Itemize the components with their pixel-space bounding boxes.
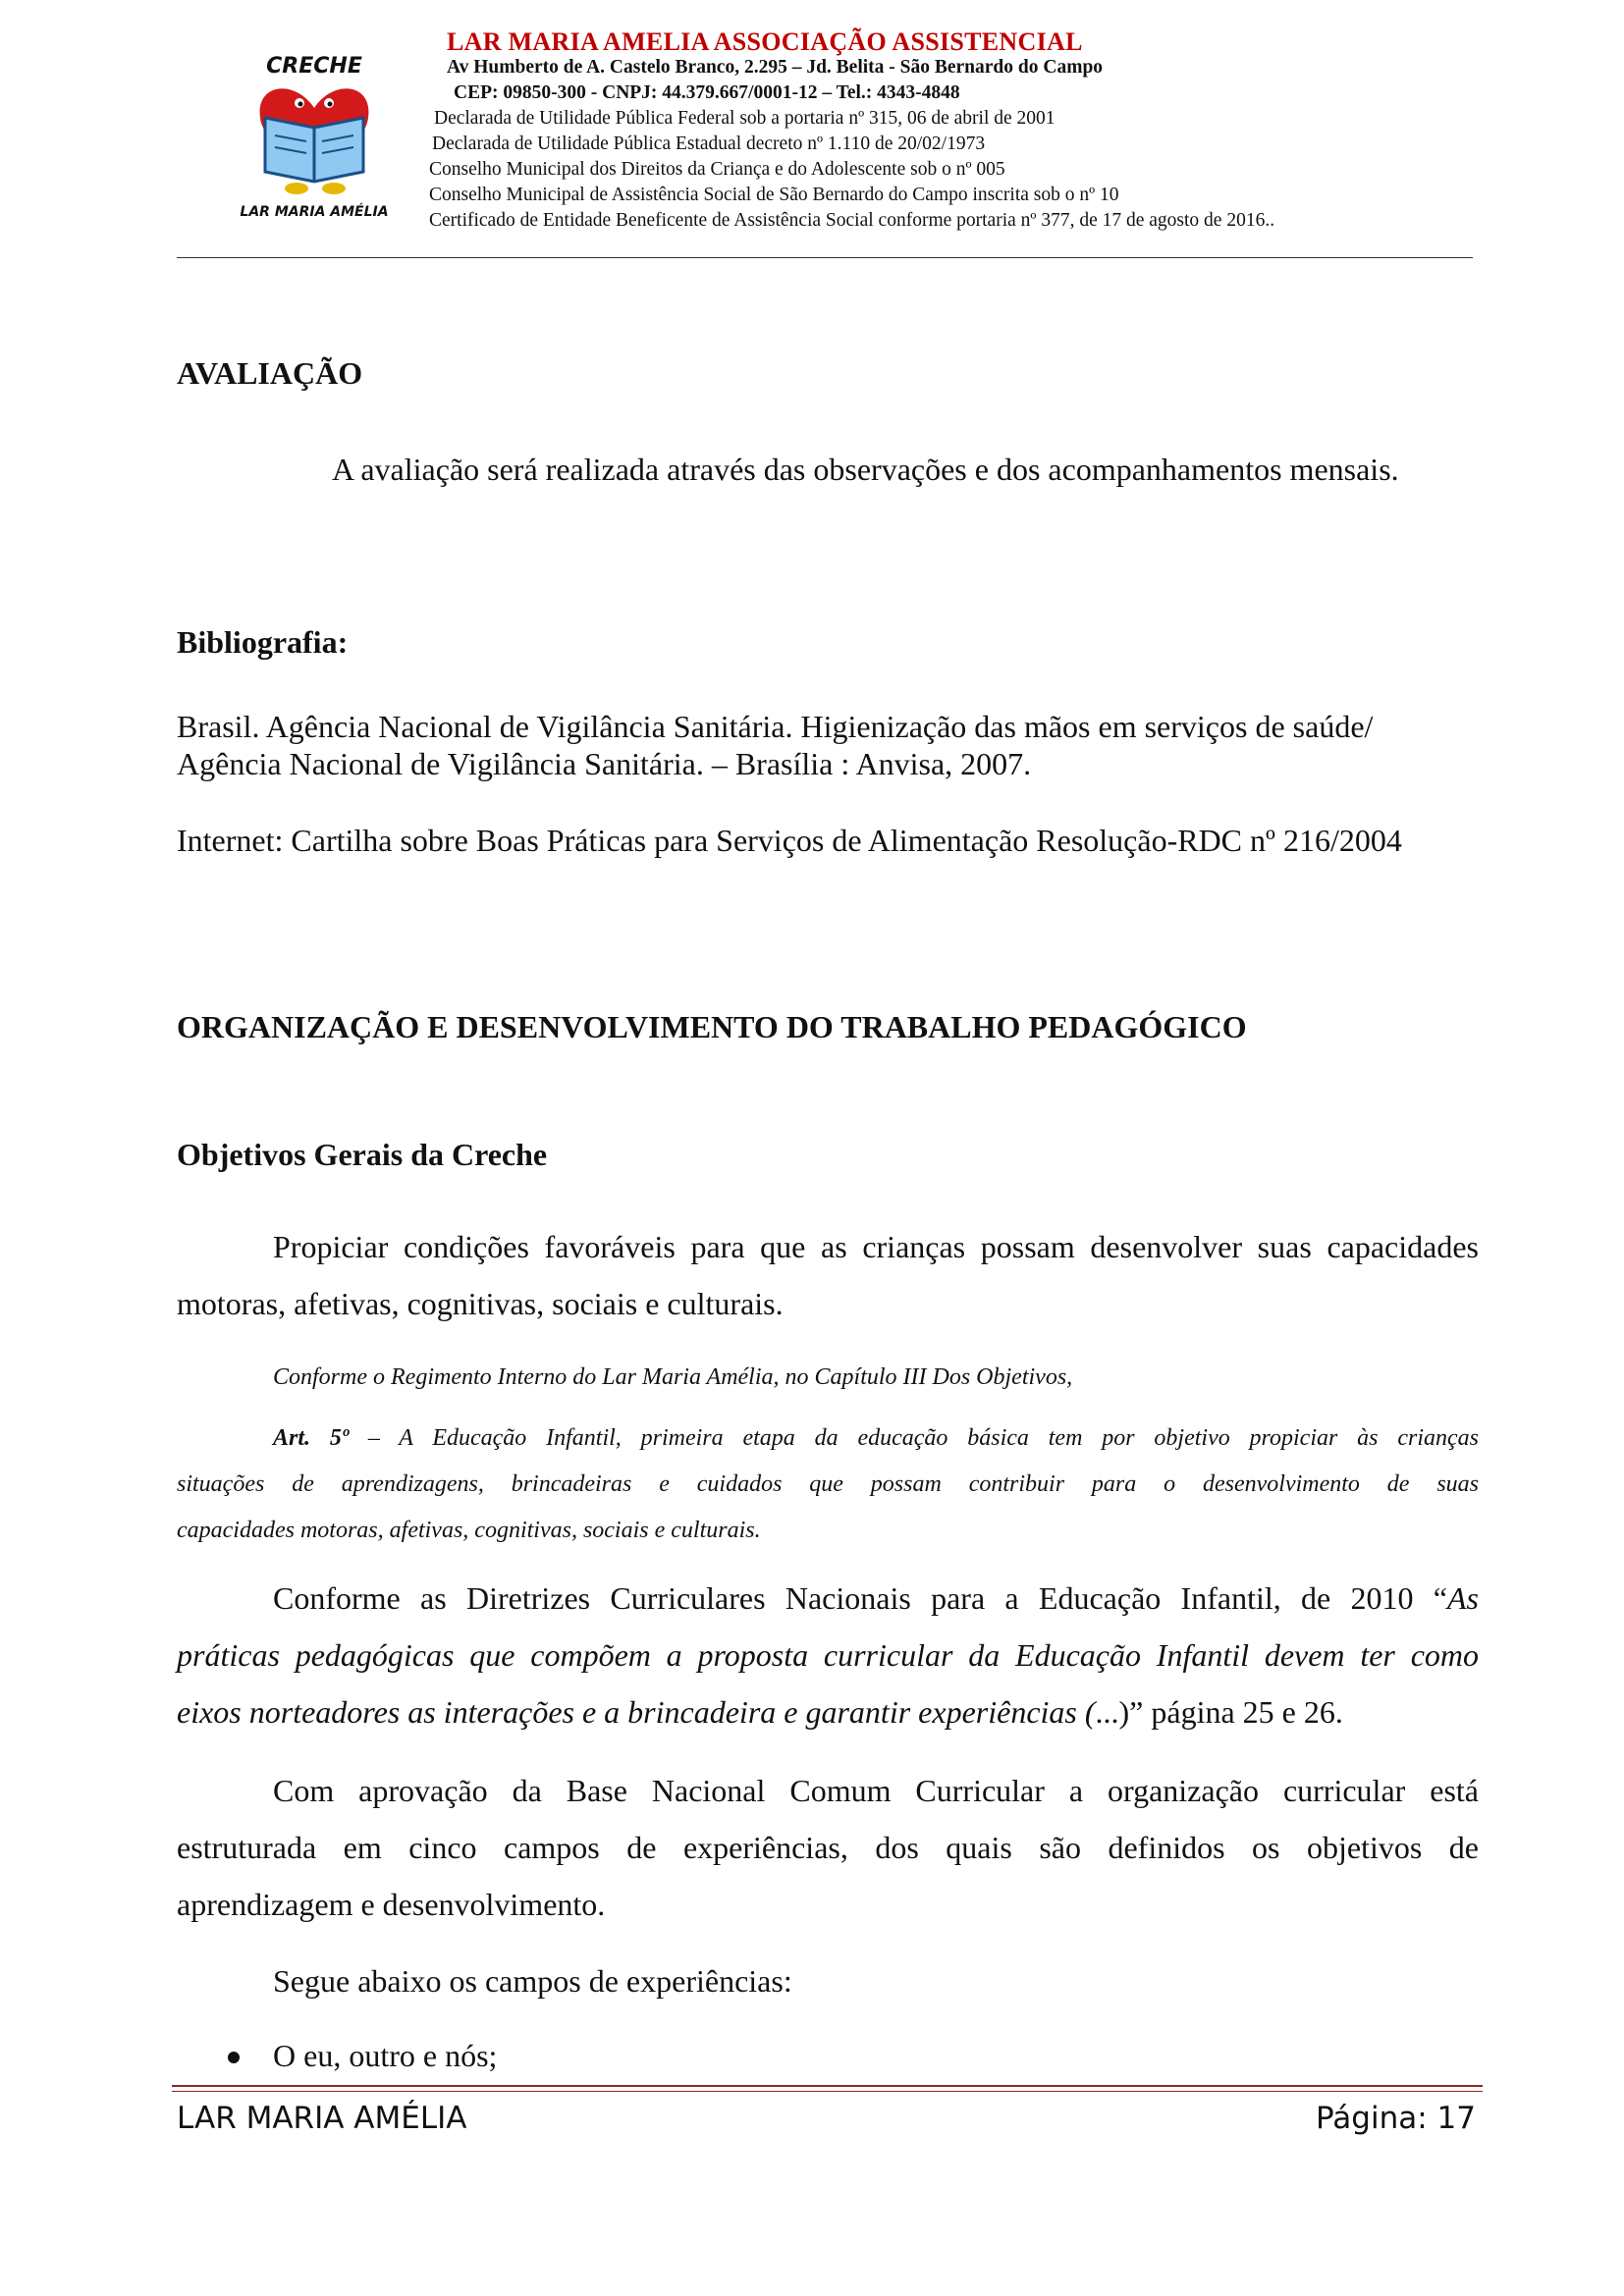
footer-divider (172, 2085, 1483, 2087)
art-label: Art. 5º (273, 1425, 350, 1451)
list-item: O eu, outro e nós; (273, 2038, 498, 2073)
header-line: Conselho Municipal de Assistência Social de São Bernardo do Campo inscrita sob o nº 10 (429, 185, 1119, 205)
bncc-paragraph: Com aprovação da Base Nacional Comum Curricular a organização curricular está (273, 1773, 1479, 1808)
footer-page-number: Página: 17 (1316, 2101, 1476, 2136)
dcn-paragraph (273, 1580, 1479, 1617)
header-line: Conselho Municipal dos Direitos da Criança e do Adolescente sob o nº 005 (429, 159, 1005, 180)
dcn-quote: As (1447, 1580, 1479, 1616)
header-line: Certificado de Entidade Beneficente de Assistência Social conforme portaria nº 377, de 17 de agosto de 2016.. (429, 210, 1275, 231)
dcn-paragraph: práticas pedagógicas que compõem a proposta curricular da Educação Infantil devem ter como (177, 1637, 1479, 1673)
creche-logo (236, 49, 393, 226)
header-line: Declarada de Utilidade Pública Federal sob a portaria nº 315, 06 de abril de 2001 (434, 108, 1056, 129)
footer-org-name: LAR MARIA AMÉLIA (177, 2101, 467, 2136)
section-heading-bibliografia: Bibliografia: (177, 624, 349, 660)
regimento-citation: Conforme o Regimento Interno do Lar Maria Amélia, no Capítulo III Dos Objetivos, (273, 1364, 1073, 1390)
bncc-paragraph: aprendizagem e desenvolvimento. (177, 1887, 606, 1922)
logo-text-bottom: LAR MARIA AMÉLIA (240, 204, 389, 220)
bibliography-entry: Brasil. Agência Nacional de Vigilância Sanitária. Higienização das mãos em serviços de saúde/ (177, 709, 1374, 744)
objetivos-paragraph: motoras, afetivas, cognitivas, sociais e culturais. (177, 1286, 784, 1321)
footer-divider (172, 2091, 1483, 2092)
letterhead (0, 0, 1624, 265)
bullet-icon (228, 2052, 240, 2063)
dcn-text: )” página 25 e 26. (1118, 1694, 1343, 1730)
org-name: LAR MARIA AMELIA ASSOCIAÇÃO ASSISTENCIAL (447, 27, 1083, 56)
dcn-paragraph (177, 1694, 1343, 1731)
dcn-ellipsis: ... (1095, 1694, 1119, 1730)
bibliography-entry: Internet: Cartilha sobre Boas Práticas para Serviços de Alimentação Resolução-RDC nº 216/2004 (177, 823, 1402, 858)
section-heading-avaliacao: AVALIAÇÃO (177, 355, 363, 391)
header-divider (177, 257, 1473, 258)
objetivos-paragraph: Propiciar condições favoráveis para que as crianças possam desenvolver suas capacidades (273, 1229, 1479, 1264)
subsection-heading-objetivos: Objetivos Gerais da Creche (177, 1137, 548, 1172)
art-text: – A Educação Infantil, primeira etapa da educação básica tem por objetivo propiciar às crianças (349, 1425, 1479, 1451)
avaliacao-paragraph: A avaliação será realizada através das observações e dos acompanhamentos mensais. (332, 452, 1399, 487)
bibliography-entry: Agência Nacional de Vigilância Sanitária. – Brasília : Anvisa, 2007. (177, 746, 1032, 781)
org-address: Av Humberto de A. Castelo Branco, 2.295 – Jd. Belita - São Bernardo do Campo (447, 57, 1104, 78)
header-line: Declarada de Utilidade Pública Estadual decreto nº 1.110 de 20/02/1973 (432, 133, 986, 154)
dcn-text: Conforme as Diretrizes Curriculares Nacionais para a Educação Infantil, de 2010 “ (273, 1580, 1447, 1616)
art-quote: capacidades motoras, afetivas, cognitivas, sociais e culturais. (177, 1518, 761, 1543)
section-heading-organizacao: ORGANIZAÇÃO E DESENVOLVIMENTO DO TRABALHO PEDAGÓGICO (177, 1009, 1247, 1044)
bncc-paragraph: estruturada em cinco campos de experiências, dos quais são definidos os objetivos de (177, 1830, 1479, 1865)
art-quote: situações de aprendizagens, brincadeiras e cuidados que possam contribuir para o desenvolvimento de suas (177, 1471, 1479, 1497)
art-quote (273, 1425, 1479, 1452)
logo-text-top: CRECHE (266, 54, 362, 79)
org-cep-cnpj: CEP: 09850-300 - CNPJ: 44.379.667/0001-12 – Tel.: 4343-4848 (454, 82, 960, 103)
campos-intro: Segue abaixo os campos de experiências: (273, 1963, 792, 1999)
dcn-quote: eixos norteadores as interações e a brincadeira e garantir experiências ( (177, 1694, 1096, 1730)
